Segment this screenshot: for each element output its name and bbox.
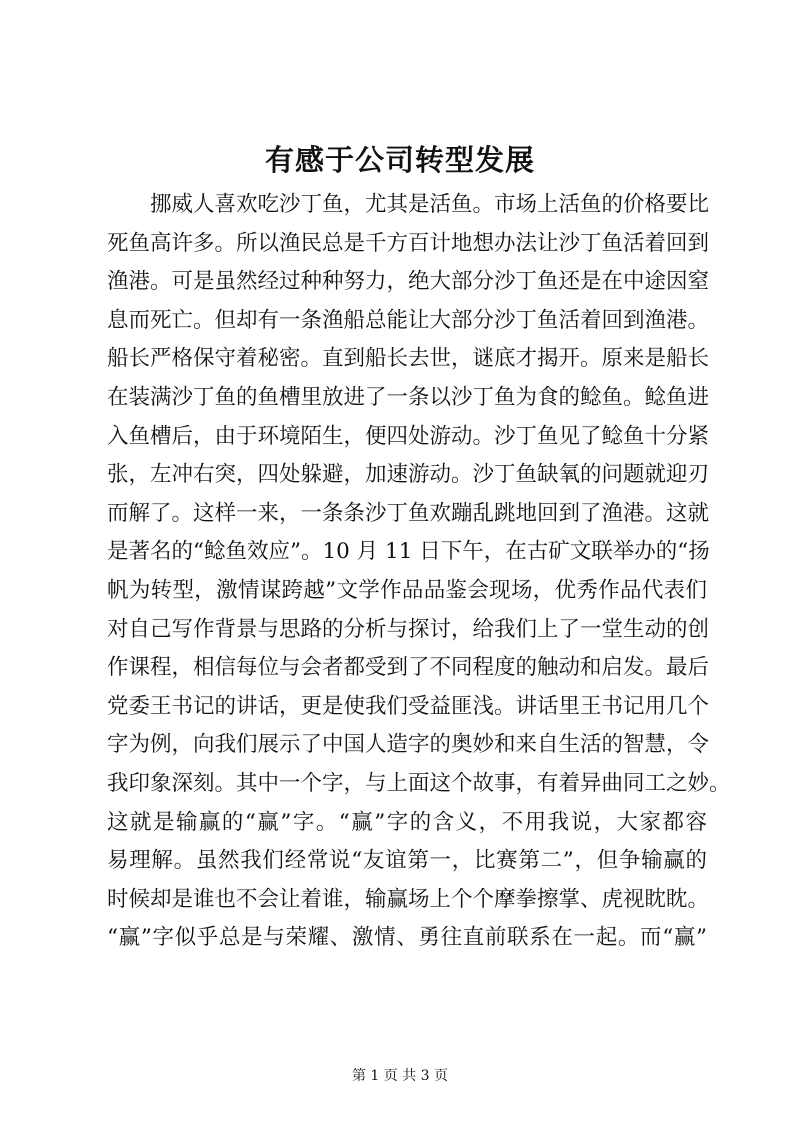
text-line: 字为例，向我们展示了中国人造字的奥妙和来自生活的智慧，令 bbox=[107, 732, 710, 758]
text-line: 是著名的“鲶鱼效应”。10 月 11 日下午，在古矿文联举办的“扬 bbox=[107, 539, 710, 565]
text-line: 对自己写作背景与思路的分析与探讨，给我们上了一堂生动的创 bbox=[107, 616, 710, 642]
text-line: 船长严格保守着秘密。直到船长去世，谜底才揭开。原来是船长 bbox=[107, 346, 710, 372]
text-line: 在装满沙丁鱼的鱼槽里放进了一条以沙丁鱼为食的鲶鱼。鲶鱼进 bbox=[107, 384, 710, 410]
text-line: 息而死亡。但却有一条渔船总能让大部分沙丁鱼活着回到渔港。 bbox=[107, 307, 710, 333]
text-line: 入鱼槽后，由于环境陌生，便四处游动。沙丁鱼见了鲶鱼十分紧 bbox=[107, 423, 710, 449]
document-title: 有感于公司转型发展 bbox=[264, 143, 535, 177]
text-line: 易理解。虽然我们经常说“友谊第一，比赛第二”，但争输赢的 bbox=[107, 848, 707, 874]
text-line: 帆为转型，激情谋跨越”文学作品品鉴会现场，优秀作品代表们 bbox=[107, 577, 707, 603]
text-line: 时候却是谁也不会让着谁，输赢场上个个摩拳擦掌、虎视眈眈。 bbox=[107, 886, 710, 912]
text-line: 这就是输赢的“赢”字。“赢”字的含义，不用我说，大家都容 bbox=[107, 809, 707, 835]
page-footer: 第 1 页 共 3 页 bbox=[351, 1068, 449, 1084]
text-line: 我印象深刻。其中一个字，与上面这个故事，有着异曲同工之妙。 bbox=[107, 770, 731, 796]
text-line: 作课程，相信每位与会者都受到了不同程度的触动和启发。最后 bbox=[107, 655, 710, 681]
text-line: 挪威人喜欢吃沙丁鱼，尤其是活鱼。市场上活鱼的价格要比 bbox=[150, 192, 710, 217]
text-line: 而解了。这样一来，一条条沙丁鱼欢蹦乱跳地回到了渔港。这就 bbox=[107, 500, 710, 526]
body-paragraph bbox=[107, 186, 731, 958]
text-line: 张，左冲右突，四处躲避，加速游动。沙丁鱼缺氧的问题就迎刃 bbox=[107, 462, 710, 488]
text-line: “赢”字似乎总是与荣耀、激情、勇往直前联系在一起。而“赢” bbox=[107, 925, 707, 951]
text-line: 渔港。可是虽然经过种种努力，绝大部分沙丁鱼还是在中途因窒 bbox=[107, 269, 710, 295]
text-line: 党委王书记的讲话，更是使我们受益匪浅。讲话里王书记用几个 bbox=[107, 693, 710, 719]
text-line: 死鱼高许多。所以渔民总是千方百计地想办法让沙丁鱼活着回到 bbox=[107, 230, 710, 256]
